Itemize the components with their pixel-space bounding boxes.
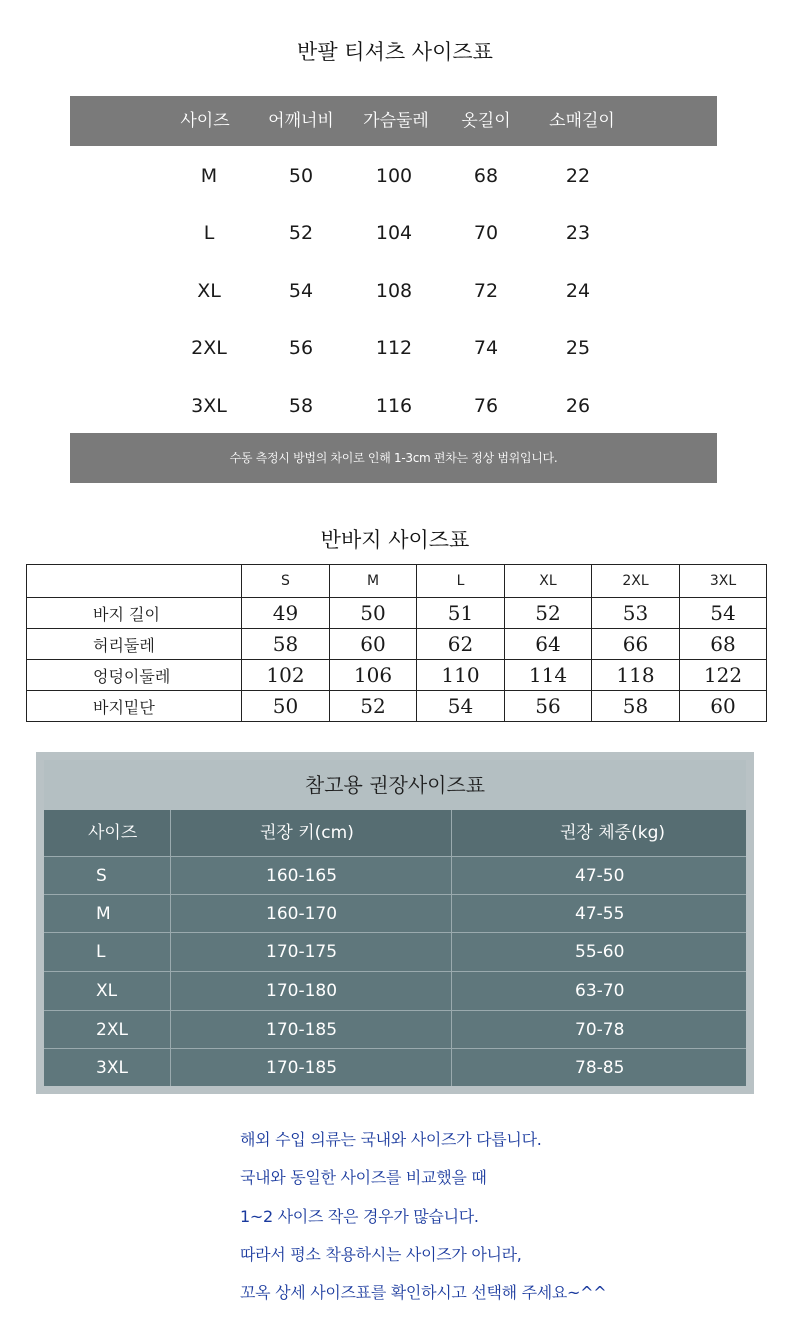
recommend-table-header [44,810,746,856]
table-row [44,932,746,971]
table-cell: 60 [680,691,767,722]
chest-cell: 116 [375,395,413,417]
header-weight: 권장 체중(kg) [560,823,665,843]
header-size-2xl: 2XL [592,565,680,598]
table-cell: 50 [242,691,330,722]
header-size: 사이즈 [88,823,138,843]
shorts-size-chart-title: 반바지 사이즈표 [320,528,470,552]
row-label: 허리둘레 [27,629,242,660]
sleeve-cell: 22 [565,165,591,187]
table-row [27,691,767,722]
sleeve-cell: 23 [565,222,591,244]
column-divider [451,810,452,1086]
size-cell: M [200,165,218,187]
table-row [44,856,746,895]
table-cell: 110 [417,660,505,691]
header-size-m: M [330,565,417,598]
height-cell: 170-185 [266,1020,338,1040]
header-shoulder-width: 어깨너비 [268,111,334,131]
table-cell: 52 [505,598,592,629]
table-cell: 51 [417,598,505,629]
length-cell: 68 [473,165,499,187]
table-header-row [27,565,767,598]
size-cell: 2XL [96,1020,128,1040]
height-cell: 160-170 [266,904,338,924]
weight-cell: 55-60 [575,942,625,962]
table-cell: 54 [417,691,505,722]
sleeve-cell: 25 [565,337,591,359]
shoulder-cell: 58 [288,395,314,417]
table-row [70,205,717,262]
height-cell: 170-180 [266,981,338,1001]
table-cell: 52 [330,691,417,722]
length-cell: 76 [473,395,499,417]
header-chest: 가슴둘레 [363,111,429,131]
header-empty [27,565,242,598]
sleeve-cell: 24 [565,280,591,302]
row-label: 엉덩이둘레 [27,660,242,691]
size-cell: L [96,942,106,962]
table-cell: 60 [330,629,417,660]
table-row [70,378,717,435]
table-cell: 114 [505,660,592,691]
length-cell: 70 [473,222,499,244]
table-row [27,629,767,660]
note-line: 꼬옥 상세 사이즈표를 확인하시고 선택해 주세요~^^ [240,1283,607,1302]
size-cell: S [96,866,107,886]
table-row [44,1010,746,1049]
table-cell: 66 [592,629,680,660]
table-cell: 62 [417,629,505,660]
table-row [44,1048,746,1087]
table-cell: 58 [592,691,680,722]
table-row [70,320,717,377]
header-size-3xl: 3XL [680,565,767,598]
chest-cell: 108 [375,280,413,302]
tshirt-size-chart-title: 반팔 티셔츠 사이즈표 [297,40,493,64]
note-line: 따라서 평소 착용하시는 사이즈가 아니라, [240,1245,522,1264]
height-cell: 160-165 [266,866,338,886]
note-line: 해외 수입 의류는 국내와 사이즈가 다릅니다. [240,1130,542,1149]
size-cell: L [203,222,215,244]
size-cell: 2XL [191,337,227,359]
column-divider [170,810,171,1086]
table-row [27,598,767,629]
header-height: 권장 키(cm) [260,823,354,843]
height-cell: 170-175 [266,942,338,962]
measurement-note: 수동 측정시 방법의 차이로 인해 1-3cm 편차는 정상 범위입니다. [70,433,717,483]
weight-cell: 70-78 [575,1020,625,1040]
table-row [44,971,746,1010]
note-line: 국내와 동일한 사이즈를 비교했을 때 [240,1168,487,1187]
size-cell: 3XL [191,395,227,417]
size-cell: M [96,904,111,924]
size-cell: XL [197,280,221,302]
header-size: 사이즈 [180,111,230,131]
row-label: 바지밑단 [27,691,242,722]
table-row [27,660,767,691]
table-cell: 68 [680,629,767,660]
length-cell: 72 [473,280,499,302]
table-row [70,148,717,205]
header-size-s: S [242,565,330,598]
shoulder-cell: 56 [288,337,314,359]
size-cell: 3XL [96,1058,128,1078]
header-sleeve-length: 소매길이 [549,111,615,131]
chest-cell: 100 [375,165,413,187]
size-cell: XL [96,981,118,1001]
header-length: 옷길이 [461,111,511,131]
row-label: 바지 길이 [27,598,242,629]
header-size-l: L [417,565,505,598]
shoulder-cell: 52 [288,222,314,244]
shoulder-cell: 54 [288,280,314,302]
table-row [44,894,746,933]
table-cell: 106 [330,660,417,691]
table-cell: 50 [330,598,417,629]
height-cell: 170-185 [266,1058,338,1078]
table-row [70,263,717,320]
length-cell: 74 [473,337,499,359]
table-cell: 56 [505,691,592,722]
table-cell: 49 [242,598,330,629]
note-line: 1~2 사이즈 작은 경우가 많습니다. [240,1207,479,1226]
weight-cell: 47-50 [575,866,625,886]
weight-cell: 47-55 [575,904,625,924]
recommend-size-chart-title: 참고용 권장사이즈표 [44,760,746,810]
chest-cell: 112 [375,337,413,359]
shoulder-cell: 50 [288,165,314,187]
table-cell: 64 [505,629,592,660]
weight-cell: 78-85 [575,1058,625,1078]
sleeve-cell: 26 [565,395,591,417]
chest-cell: 104 [375,222,413,244]
table-cell: 54 [680,598,767,629]
table-cell: 58 [242,629,330,660]
table-cell: 122 [680,660,767,691]
table-cell: 102 [242,660,330,691]
table-cell: 118 [592,660,680,691]
table-cell: 53 [592,598,680,629]
shorts-size-table [26,564,767,722]
weight-cell: 63-70 [575,981,625,1001]
tshirt-table-header [70,96,717,146]
header-size-xl: XL [505,565,592,598]
